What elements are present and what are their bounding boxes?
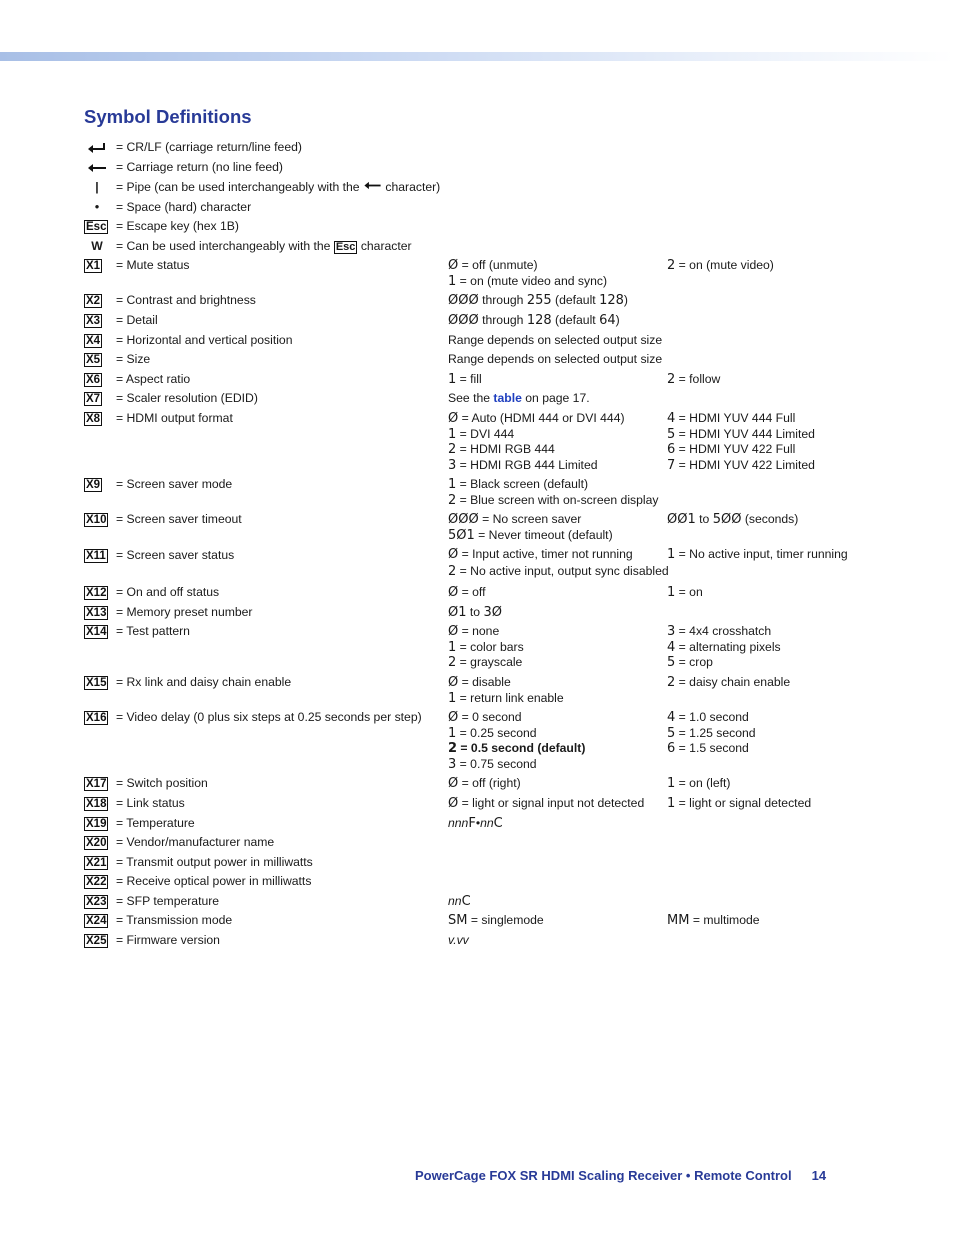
x1-symbol: X1 xyxy=(86,259,101,272)
w-desc-b: character xyxy=(360,239,412,253)
x6-values-2: 2 = follow xyxy=(667,372,721,387)
x24-desc: = Transmission mode xyxy=(116,913,233,927)
page-number: 14 xyxy=(811,1168,827,1183)
x4-symbol: X4 xyxy=(86,334,101,347)
x15-symbol: X15 xyxy=(86,676,107,689)
w-desc xyxy=(116,239,412,255)
bullet-symbol: • xyxy=(94,199,100,214)
x17-values: Ø = off (right) xyxy=(448,776,521,791)
x20-symbol: X20 xyxy=(86,836,107,849)
x2-symbol: X2 xyxy=(86,294,101,307)
x8-symbol: X8 xyxy=(86,412,101,425)
x16-symbol: X16 xyxy=(86,711,107,724)
left-arrow-icon xyxy=(363,181,382,190)
x15-desc: = Rx link and daisy chain enable xyxy=(116,675,292,689)
x17-values-2: 1 = on (left) xyxy=(667,776,731,791)
x1-values: Ø = off (unmute) 1 = on (mute video and sync) xyxy=(448,258,608,289)
x1-values-2: 2 = on (mute video) xyxy=(667,258,774,273)
x9-values: 1 = Black screen (default) 2 = Blue screen with on-screen display xyxy=(448,477,659,508)
x13-desc: = Memory preset number xyxy=(116,605,253,619)
x10-values: ØØØ = No screen saver 5Ø1 = Never timeout (default) xyxy=(448,512,613,543)
x13-values: Ø1 to 3Ø xyxy=(448,605,502,620)
x16-values: Ø = 0 second 1 = 0.25 second 2 = 0.5 second (default) 3 = 0.75 second xyxy=(448,710,586,772)
x23-symbol: X23 xyxy=(86,895,107,908)
x16-values-2: 4 = 1.0 second 5 = 1.25 second 6 = 1.5 second xyxy=(667,710,756,757)
x7-symbol: X7 xyxy=(86,392,101,405)
x1-desc: = Mute status xyxy=(116,258,190,272)
x24-symbol: X24 xyxy=(86,914,107,927)
esc-desc: = Escape key (hex 1B) xyxy=(116,219,239,233)
x22-symbol: X22 xyxy=(86,875,107,888)
x25-symbol: X25 xyxy=(86,934,107,947)
x14-desc: = Test pattern xyxy=(116,624,190,638)
x6-values: 1 = fill xyxy=(448,372,482,387)
w-desc-a: = Can be used interchangeably with the xyxy=(116,239,331,253)
x24-values-2: MM = multimode xyxy=(667,913,760,928)
x18-values: Ø = light or signal input not detected xyxy=(448,796,645,811)
x17-desc: = Switch position xyxy=(116,776,208,790)
x12-desc: = On and off status xyxy=(116,585,220,599)
table-link[interactable]: table xyxy=(493,391,522,405)
x18-values-2: 1 = light or signal detected xyxy=(667,796,812,811)
x18-symbol: X18 xyxy=(86,797,107,810)
x7-desc: = Scaler resolution (EDID) xyxy=(116,391,258,405)
x12-symbol: X12 xyxy=(86,586,107,599)
cr-desc: = Carriage return (no line feed) xyxy=(116,160,283,174)
x10-symbol: X10 xyxy=(86,513,107,526)
header-gradient-bar xyxy=(0,52,954,61)
x14-values-2: 3 = 4x4 crosshatch 4 = alternating pixels 5 = crop xyxy=(667,624,781,671)
page-footer xyxy=(415,1168,875,1183)
x5-symbol: X5 xyxy=(86,353,101,366)
section-heading: Symbol Definitions xyxy=(84,106,252,127)
crlf-desc: = CR/LF (carriage return/line feed) xyxy=(116,140,302,154)
x10-values-2: ØØ1 to 5ØØ (seconds) xyxy=(667,512,799,527)
x4-values: Range depends on selected output size xyxy=(448,333,663,347)
x3-symbol: X3 xyxy=(86,314,101,327)
x9-desc: = Screen saver mode xyxy=(116,477,233,491)
esc-inline-symbol: Esc xyxy=(335,241,356,253)
w-symbol: W xyxy=(91,238,103,253)
x5-values: Range depends on selected output size xyxy=(448,352,663,366)
x14-symbol: X14 xyxy=(86,625,107,638)
x21-symbol: X21 xyxy=(86,856,107,869)
x21-desc: = Transmit output power in milliwatts xyxy=(116,855,313,869)
x17-symbol: X17 xyxy=(86,777,107,790)
pipe-desc-b: character) xyxy=(385,180,441,194)
x9-symbol: X9 xyxy=(86,478,101,491)
x11-symbol: X11 xyxy=(86,549,106,562)
esc-symbol: Esc xyxy=(86,220,107,233)
x23-desc: = SFP temperature xyxy=(116,894,220,908)
x15-values: Ø = disable 1 = return link enable xyxy=(448,675,564,706)
space-desc: = Space (hard) character xyxy=(116,200,252,214)
x2-values: ØØØ through 255 (default 128) xyxy=(448,293,628,308)
x25-values: v.vv xyxy=(448,933,469,947)
x18-desc: = Link status xyxy=(116,796,185,810)
x8-values-2: 4 = HDMI YUV 444 Full 5 = HDMI YUV 444 Limited 6 = HDMI YUV 422 Full 7 = HDMI YUV 422 Limited xyxy=(667,411,815,473)
x22-desc: = Receive optical power in milliwatts xyxy=(116,874,312,888)
footer-title: PowerCage FOX SR HDMI Scaling Receiver • Remote Control xyxy=(415,1168,792,1183)
x19-desc: = Temperature xyxy=(116,816,195,830)
pipe-symbol: | xyxy=(95,179,99,194)
x2-desc: = Contrast and brightness xyxy=(116,293,256,307)
x7-values: See the table on page 17. xyxy=(448,391,590,405)
x11-values-2: 1 = No active input, timer running xyxy=(667,547,848,562)
x20-desc: = Vendor/manufacturer name xyxy=(116,835,275,849)
x14-values: Ø = none 1 = color bars 2 = grayscale xyxy=(448,624,524,671)
x11-values: Ø = Input active, timer not running 2 = No active input, output sync disabled xyxy=(448,547,669,579)
x16-desc: = Video delay (0 plus six steps at 0.25 seconds per step) xyxy=(116,710,422,724)
left-arrow-icon xyxy=(84,160,110,175)
x8-values: Ø = Auto (HDMI 444 or DVI 444) 1 = DVI 444 2 = HDMI RGB 444 3 = HDMI RGB 444 Limited xyxy=(448,411,625,473)
return-arrow-icon xyxy=(84,140,110,155)
x19-symbol: X19 xyxy=(86,817,107,830)
x25-desc: = Firmware version xyxy=(116,933,220,947)
x3-values: ØØØ through 128 (default 64) xyxy=(448,313,620,328)
x15-values-2: 2 = daisy chain enable xyxy=(667,675,791,690)
pipe-desc xyxy=(116,180,440,196)
x12-values: Ø = off xyxy=(448,585,486,600)
x6-desc: = Aspect ratio xyxy=(116,372,191,386)
x10-desc: = Screen saver timeout xyxy=(116,512,242,526)
x23-values: nnC xyxy=(448,894,471,909)
x4-desc: = Horizontal and vertical position xyxy=(116,333,293,347)
x24-values: SM = singlemode xyxy=(448,913,544,928)
x6-symbol: X6 xyxy=(86,373,101,386)
x11-desc: = Screen saver status xyxy=(116,548,235,562)
x19-values: nnnF•nnC xyxy=(448,816,503,831)
x8-desc: = HDMI output format xyxy=(116,411,233,425)
x3-desc: = Detail xyxy=(116,313,158,327)
pipe-desc-a: = Pipe (can be used interchangeably with the xyxy=(116,180,360,194)
x13-symbol: X13 xyxy=(86,606,107,619)
x5-desc: = Size xyxy=(116,352,151,366)
x12-values-2: 1 = on xyxy=(667,585,703,600)
